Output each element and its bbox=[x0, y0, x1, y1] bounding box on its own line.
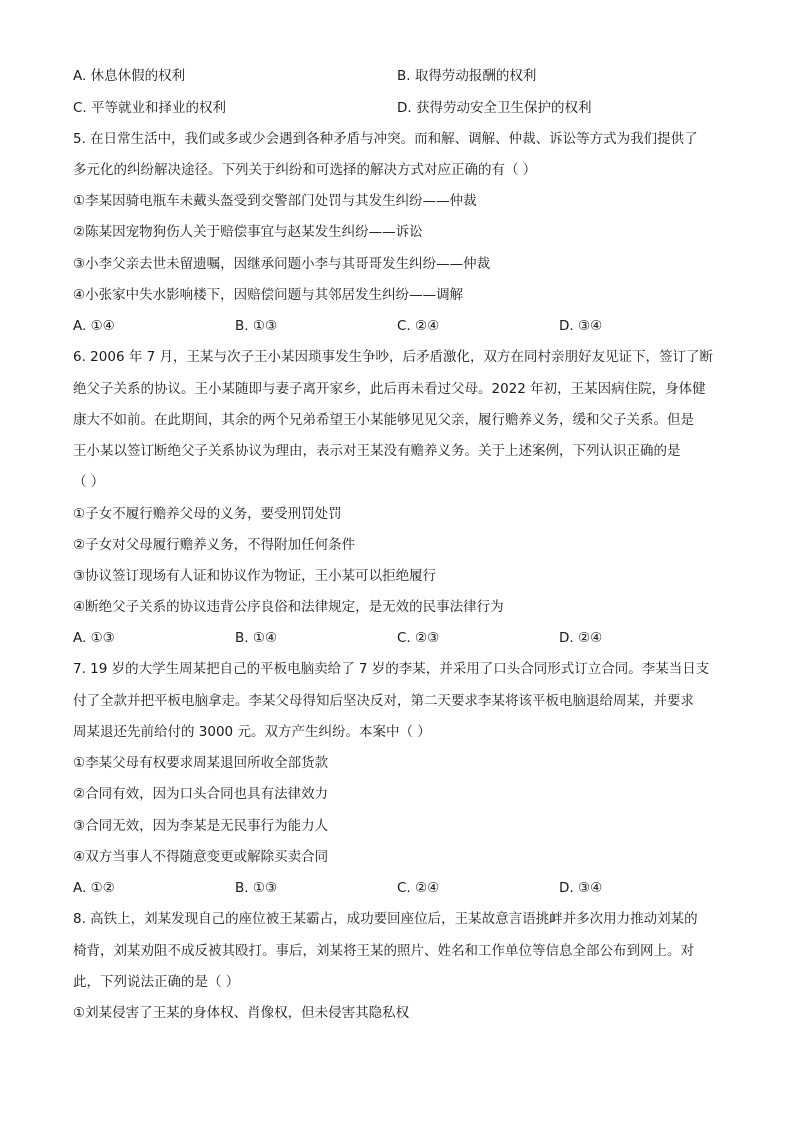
q8-stem-line-3: 此，下列说法正确的是（ ） bbox=[73, 974, 240, 990]
q7-stem-line-1: 7. 19 岁的大学生周某把自己的平板电脑卖给了 7 岁的李某，并采用了口头合同形式订立合同。李某当日支 bbox=[73, 661, 710, 677]
q7-item-3: ③合同无效，因为李某是无民事行为能力人 bbox=[73, 818, 329, 834]
q6-stem-line-5: （ ） bbox=[73, 474, 105, 490]
q5-option-a[interactable]: A. ①④ bbox=[73, 318, 115, 334]
q7-stem-line-3: 周某退还先前给付的 3000 元。双方产生纠纷。本案中（ ） bbox=[73, 724, 431, 740]
q7-item-1: ①李某父母有权要求周某退回所收全部货款 bbox=[73, 755, 329, 771]
q6-option-c[interactable]: C. ②③ bbox=[397, 630, 440, 646]
q7-option-c[interactable]: C. ②④ bbox=[397, 880, 440, 896]
q6-stem-line-1: 6. 2006 年 7 月，王某与次子王小某因琐事发生争吵，后矛盾激化，双方在同村亲朋好友见证下，签订了断 bbox=[73, 349, 713, 365]
q5-option-d[interactable]: D. ③④ bbox=[559, 318, 603, 334]
q5-stem-line-1: 5. 在日常生活中，我们或多或少会遇到各种矛盾与冲突。而和解、调解、仲裁、诉讼等方式为我们提供了 bbox=[73, 131, 698, 147]
q7-option-d[interactable]: D. ③④ bbox=[559, 880, 603, 896]
q6-item-3: ③协议签订现场有人证和协议作为物证，王小某可以拒绝履行 bbox=[73, 568, 437, 584]
q6-stem-line-3: 康大不如前。在此期间，其余的两个兄弟希望王小某能够见见父亲，履行赡养义务，缓和父子关系。但是 bbox=[73, 412, 694, 428]
q5-stem-line-2: 多元化的纠纷解决途径。下列关于纠纷和可选择的解决方式对应正确的有（ ） bbox=[73, 162, 537, 178]
q6-option-b[interactable]: B. ①④ bbox=[235, 630, 278, 646]
q8-stem-line-2: 椅背，刘某劝阻不成反被其殴打。事后，刘某将王某的照片、姓名和工作单位等信息全部公布到网上。对 bbox=[73, 943, 694, 959]
q8-item-1: ①刘某侵害了王某的身体权、肖像权，但未侵害其隐私权 bbox=[73, 1005, 410, 1021]
q6-stem-line-4: 王小某以签订断绝父子关系协议为理由，表示对王某没有赡养义务。关于上述案例，下列认识正确的是 bbox=[73, 443, 681, 459]
q6-option-d[interactable]: D. ②④ bbox=[559, 630, 603, 646]
q6-item-2: ②子女对父母履行赡养义务，不得附加任何条件 bbox=[73, 537, 356, 553]
q5-option-b[interactable]: B. ①③ bbox=[235, 318, 278, 334]
q6-item-4: ④断绝父子关系的协议违背公序良俗和法律规定，是无效的民事法律行为 bbox=[73, 599, 504, 615]
q4-option-a[interactable]: A. 休息休假的权利 bbox=[73, 68, 186, 84]
q7-item-4: ④双方当事人不得随意变更或解除买卖合同 bbox=[73, 849, 329, 865]
q5-item-4: ④小张家中失水影响楼下，因赔偿问题与其邻居发生纠纷——调解 bbox=[73, 287, 464, 303]
q5-item-3: ③小李父亲去世未留遗嘱，因继承问题小李与其哥哥发生纠纷——仲裁 bbox=[73, 256, 491, 272]
q5-item-1: ①李某因骑电瓶车未戴头盔受到交警部门处罚与其发生纠纷——仲裁 bbox=[73, 193, 477, 209]
q6-stem-line-2: 绝父子关系的协议。王小某随即与妻子离开家乡，此后再未看过父母。2022 年初，王某因病住院，身体健 bbox=[73, 381, 706, 397]
q4-option-d[interactable]: D. 获得劳动安全卫生保护的权利 bbox=[397, 100, 592, 116]
q7-option-a[interactable]: A. ①② bbox=[73, 880, 115, 896]
q7-item-2: ②合同有效，因为口头合同也具有法律效力 bbox=[73, 786, 329, 802]
q6-option-a[interactable]: A. ①③ bbox=[73, 630, 115, 646]
q8-stem-line-1: 8. 高铁上，刘某发现自己的座位被王某霸占，成功要回座位后，王某故意言语挑衅并多次用力推动刘某的 bbox=[73, 911, 698, 927]
q6-item-1: ①子女不履行赡养父母的义务，要受刑罚处罚 bbox=[73, 506, 342, 522]
q4-option-b[interactable]: B. 取得劳动报酬的权利 bbox=[397, 68, 537, 84]
q7-stem-line-2: 付了全款并把平板电脑拿走。李某父母得知后坚决反对，第二天要求李某将该平板电脑退给周某，并要求 bbox=[73, 693, 694, 709]
q7-option-b[interactable]: B. ①③ bbox=[235, 880, 278, 896]
q4-option-c[interactable]: C. 平等就业和择业的权利 bbox=[73, 100, 227, 116]
q5-option-c[interactable]: C. ②④ bbox=[397, 318, 440, 334]
q5-item-2: ②陈某因宠物狗伤人关于赔偿事宜与赵某发生纠纷——诉讼 bbox=[73, 224, 423, 240]
